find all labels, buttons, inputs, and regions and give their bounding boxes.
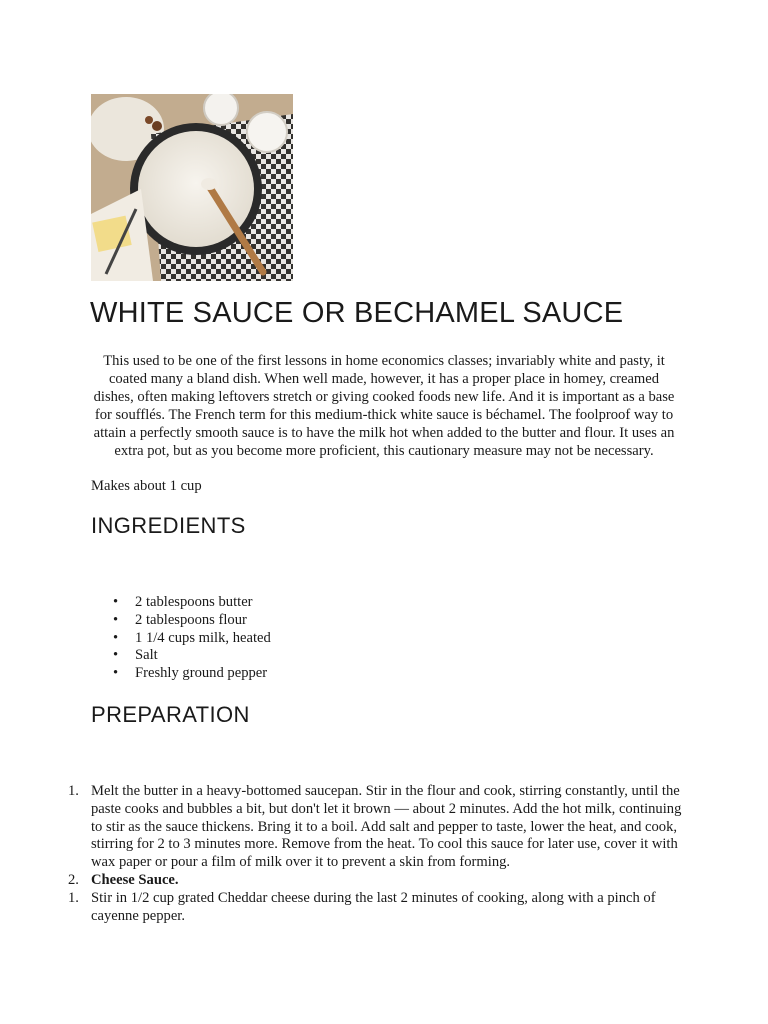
preparation-steps (68, 783, 684, 925)
step-item (68, 890, 684, 926)
step-text: Cheese Sauce. (91, 871, 179, 888)
preparation-heading: PREPARATION (91, 702, 250, 727)
list-item: • 2 tablespoons butter (113, 594, 253, 610)
step-text: Stir in 1/2 cup grated Cheddar cheese during the last 2 minutes of cooking, along with a pinch of cayenne pepper. (91, 889, 656, 924)
step-text: Melt the butter in a heavy-bottomed saucepan. Stir in the flour and cook, stirring constantly, until the paste cooks and bubbles a bit, but don't let it brown — about 2 minutes. Add the hot milk, continuing to stir as the sauce thickens. Bring it to a boil. Add salt and pepper to taste, lower the heat, and cook, stirring for 2 to 3 minutes more. Remove from the heat. To cool this sauce for later use, cover it with wax paper or pour a film of milk over it to prevent a skin from forming. (91, 783, 682, 871)
list-item: • Salt (113, 647, 158, 664)
bechamel-sauce-pan-photo-icon (91, 94, 293, 281)
ingredients-heading: INGREDIENTS (91, 513, 246, 538)
list-item: • 2 tablespoons flour (113, 611, 247, 628)
bullet-icon: • (113, 665, 119, 682)
page-title: WHITE SAUCE OR BECHAMEL SAUCE (90, 297, 624, 329)
bullet-icon: • (113, 629, 119, 646)
step-number: 1. (68, 783, 79, 799)
bechamel-sauce-photo (91, 94, 293, 281)
step-item (68, 783, 684, 872)
yield-text: Makes about 1 cup (91, 478, 202, 494)
step-number: 1. (68, 889, 79, 906)
list-item: • Freshly ground pepper (113, 665, 268, 682)
step-number: 2. (68, 871, 79, 888)
bullet-icon: • (113, 647, 119, 664)
list-item: • 1 1/4 cups milk, heated (113, 629, 271, 646)
intro-paragraph: This used to be one of the first lessons in home economics classes; invariably white and pasty, it coated many a bland dish. When well made, however, it has a proper place in homey, creamed dishes, often making leftovers stretch or giving cooked foods new life. And it is important as a base for soufflés. The French term for this medium-thick white sauce is béchamel. The foolproof way to attain a perfectly smooth sauce is to have the milk hot when added to the butter and flour. It uses an extra pot, but as you become more proficient, this cautionary measure may not be necessary. (93, 353, 675, 459)
bullet-icon: • (113, 611, 119, 628)
bullet-icon: • (113, 594, 119, 610)
ingredients-list (113, 594, 271, 683)
step-item (68, 872, 684, 890)
